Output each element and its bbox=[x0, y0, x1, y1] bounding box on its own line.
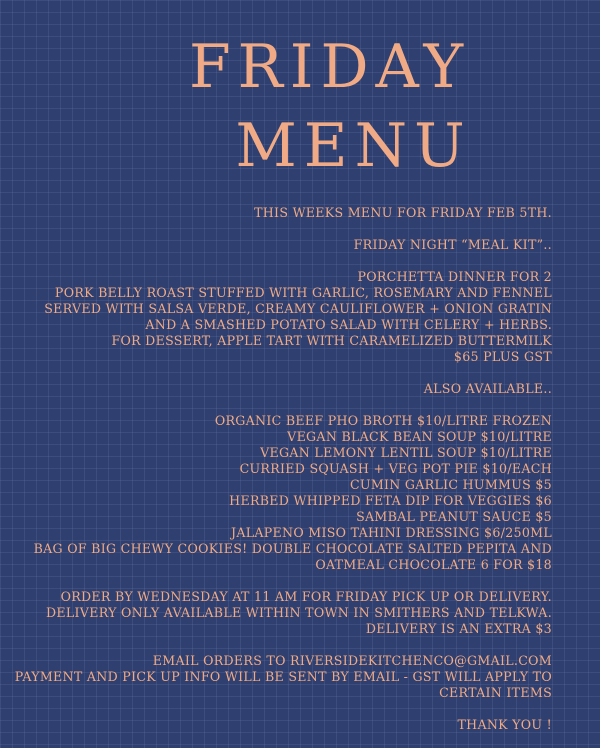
spacer bbox=[0, 365, 552, 381]
menu-item: BAG OF BIG CHEWY COOKIES! DOUBLE CHOCOLATE SALTED PEPITA AND bbox=[33, 541, 552, 556]
porchetta-line: PORCHETTA DINNER FOR 2 bbox=[357, 269, 552, 284]
porchetta-line: AND A SMASHED POTATO SALAD WITH CELERY + HERBS. bbox=[145, 317, 552, 332]
menu-item: VEGAN LEMONY LENTIL SOUP $10/LITRE bbox=[260, 445, 552, 460]
spacer bbox=[0, 253, 552, 269]
spacer bbox=[0, 573, 552, 589]
contact-line: CERTAIN ITEMS bbox=[439, 685, 552, 700]
ordering-line: ORDER BY WEDNESDAY AT 11 AM FOR FRIDAY PICK UP OR DELIVERY. bbox=[60, 589, 552, 604]
ordering-line: DELIVERY ONLY AVAILABLE WITHIN TOWN IN SMITHERS AND TELKWA. bbox=[45, 605, 552, 620]
title-menu: MENU bbox=[235, 111, 472, 181]
porchetta-price: $65 PLUS GST bbox=[453, 349, 552, 364]
menu-item: OATMEAL CHOCOLATE 6 FOR $18 bbox=[315, 557, 552, 572]
spacer bbox=[0, 397, 552, 413]
contact-line: PAYMENT AND PICK UP INFO WILL BE SENT BY EMAIL - GST WILL APPLY TO bbox=[14, 669, 552, 684]
menu-item: CURRIED SQUASH + VEG POT PIE $10/EACH bbox=[239, 461, 552, 476]
menu-item: JALAPENO MISO TAHINI DRESSING $6/250ML bbox=[230, 525, 552, 540]
menu-item: HERBED WHIPPED FETA DIP FOR VEGGIES $6 bbox=[229, 493, 552, 508]
also-available-heading: ALSO AVAILABLE.. bbox=[423, 381, 552, 396]
porchetta-line: SERVED WITH SALSA VERDE, CREAMY CAULIFLOWER + ONION GRATIN bbox=[44, 301, 552, 316]
porchetta-line: FOR DESSERT, APPLE TART WITH CARAMELIZED BUTTERMILK bbox=[111, 333, 552, 348]
porchetta-line: PORK BELLY ROAST STUFFED WITH GARLIC, ROSEMARY AND FENNEL bbox=[54, 285, 552, 300]
contact-line: EMAIL ORDERS TO RIVERSIDEKITCHENCO@GMAIL.COM bbox=[152, 653, 552, 668]
menu-item: SAMBAL PEANUT SAUCE $5 bbox=[356, 509, 552, 524]
menu-item: CUMIN GARLIC HUMMUS $5 bbox=[349, 477, 552, 492]
spacer bbox=[0, 701, 552, 717]
title-friday: FRIDAY bbox=[188, 32, 471, 102]
menu-body bbox=[0, 205, 552, 733]
intro-line: THIS WEEKS MENU FOR FRIDAY FEB 5TH. bbox=[254, 205, 552, 220]
ordering-line: DELIVERY IS AN EXTRA $3 bbox=[365, 621, 552, 636]
menu-item: ORGANIC BEEF PHO BROTH $10/LITRE FROZEN bbox=[214, 413, 552, 428]
closing-line: THANK YOU ! bbox=[457, 717, 552, 732]
spacer bbox=[0, 221, 552, 237]
menu-item: VEGAN BLACK BEAN SOUP $10/LITRE bbox=[287, 429, 552, 444]
meal-kit-heading: FRIDAY NIGHT “MEAL KIT”.. bbox=[353, 237, 552, 252]
spacer bbox=[0, 637, 552, 653]
